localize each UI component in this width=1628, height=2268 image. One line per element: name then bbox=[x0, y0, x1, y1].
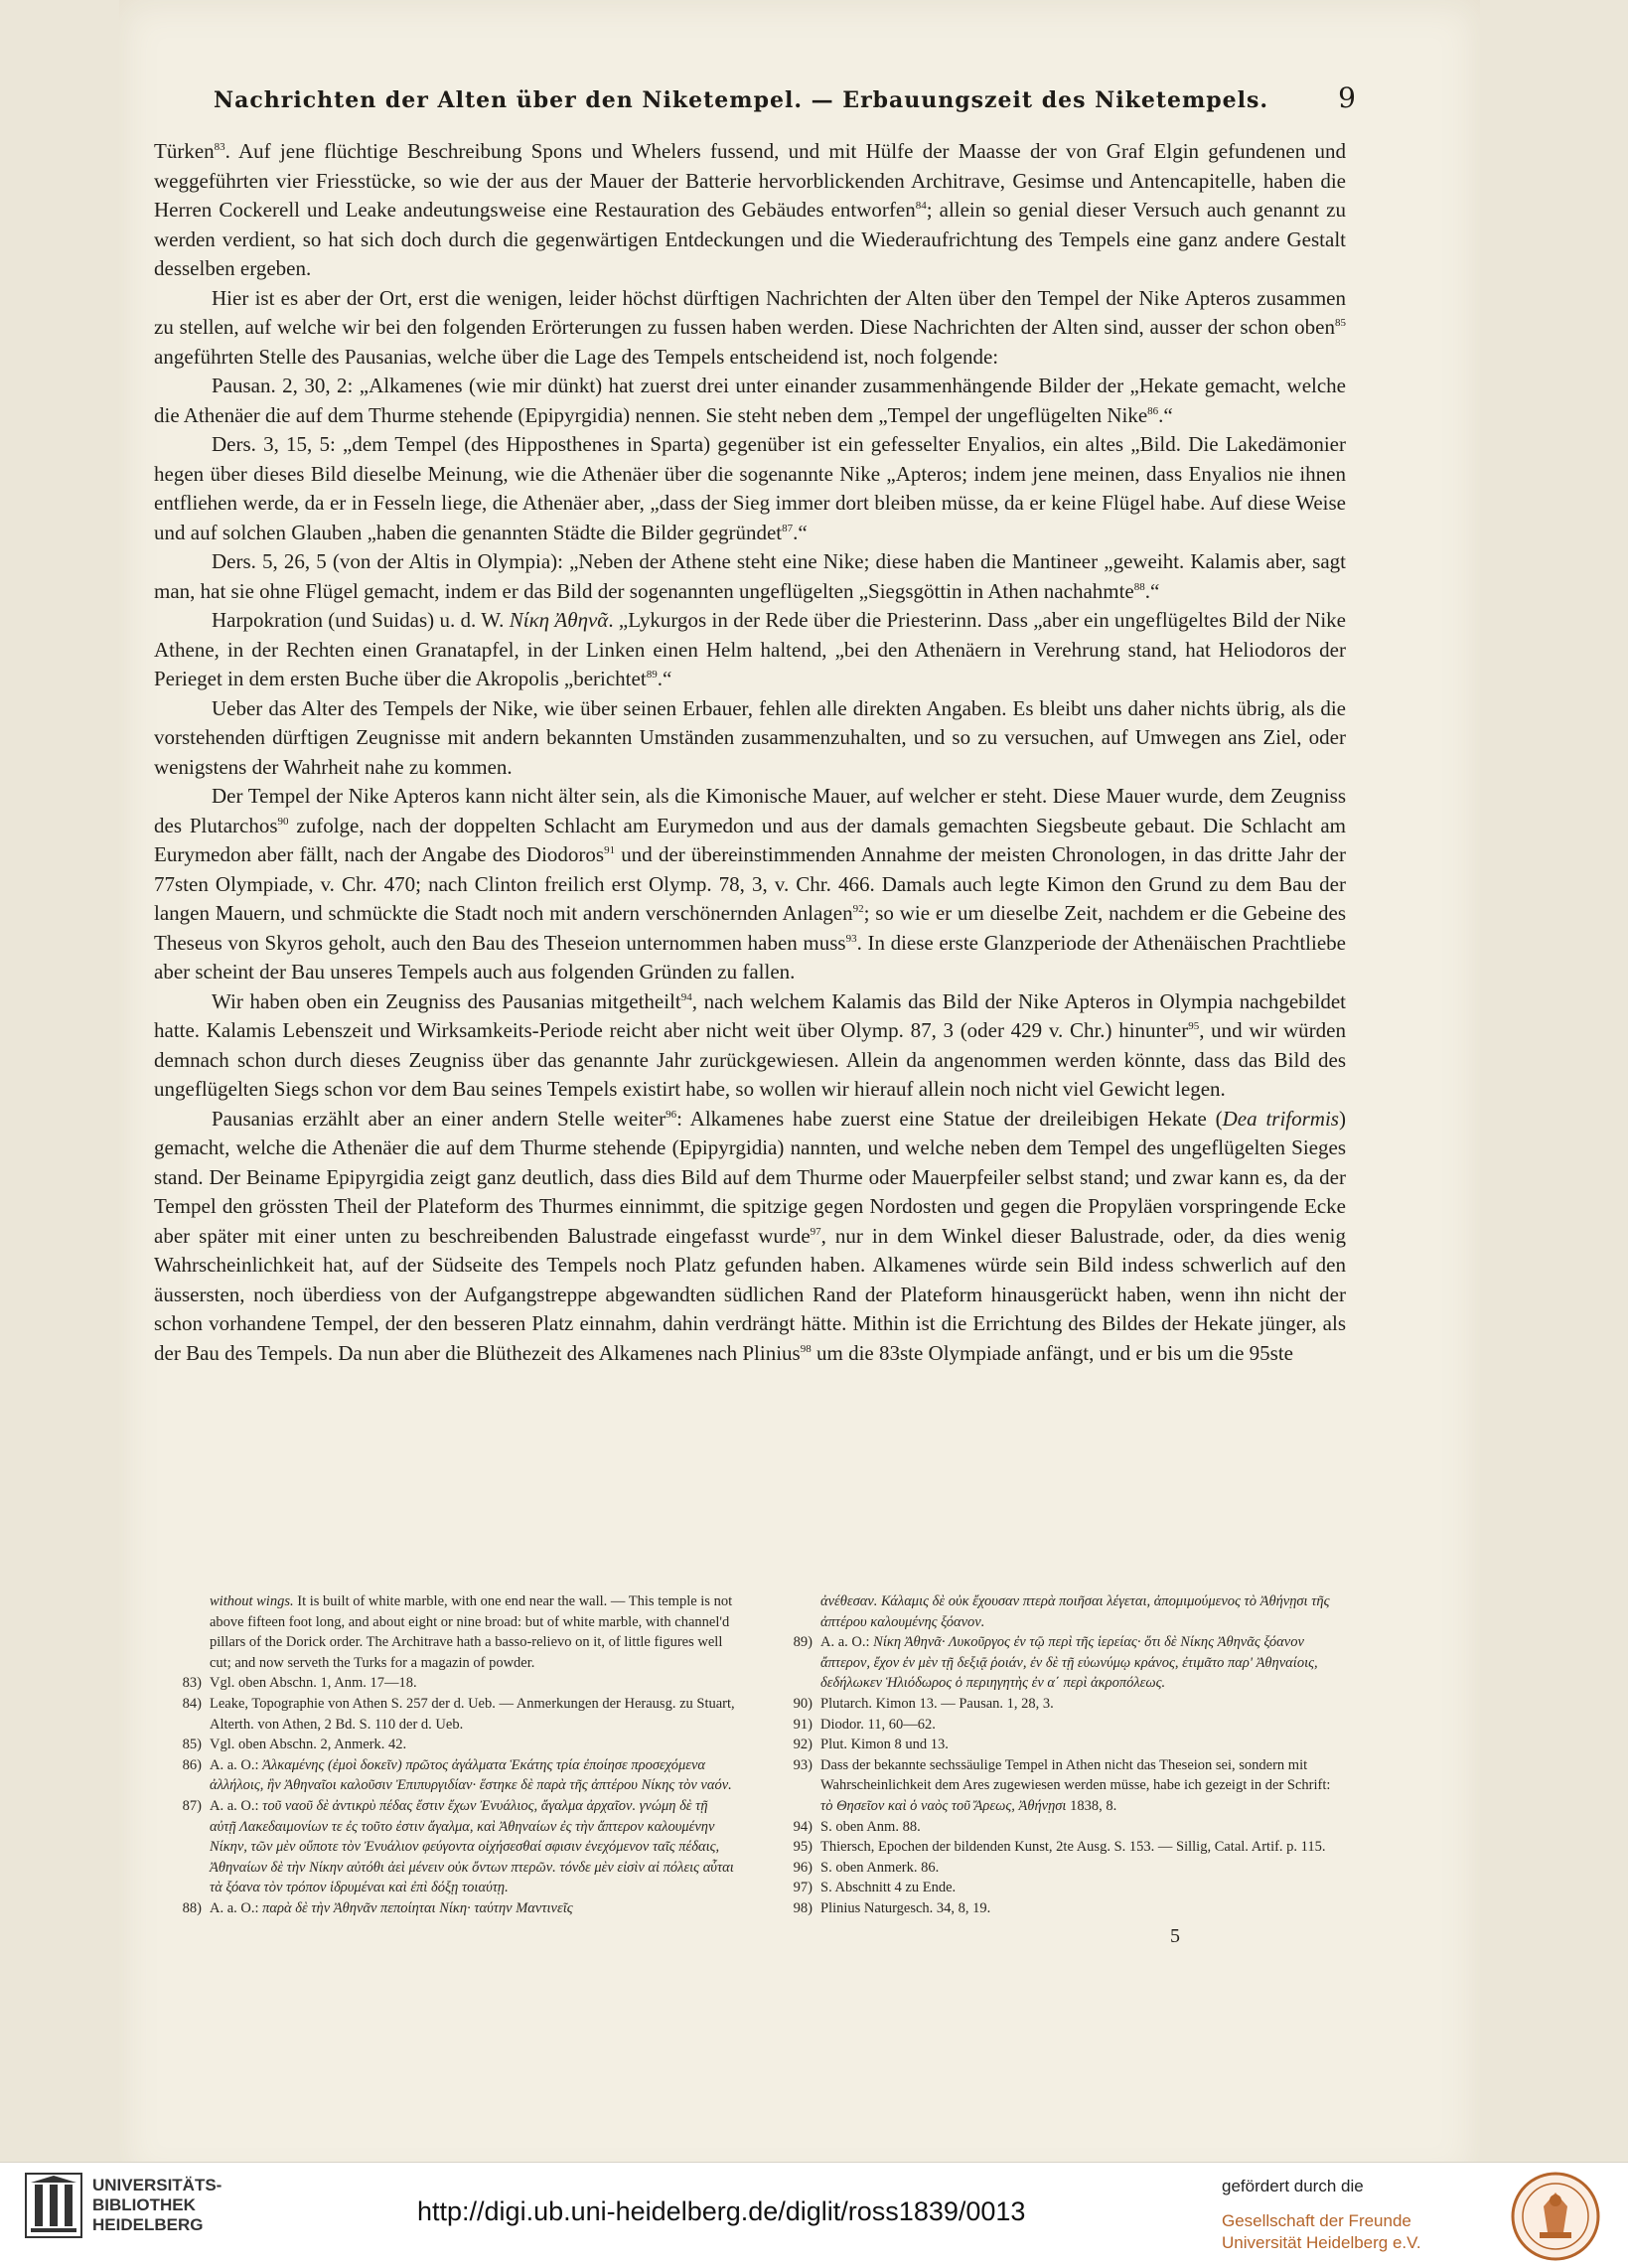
body-paragraph: Hier ist es aber der Ort, erst die wenigen, leider höchst dürftigen Nachrichten der Alten über den Tempel der Nike Apteros zusammen zu stellen, auf welche wir bei den folgenden Erörterungen zu fussen haben werden. Diese Nachrichten der Alten sind, ausser der schon oben$^{85}$ angeführten Stelle des Pausanias, welche über die Lage des Tempels entscheidend ist, noch folgende: bbox=[154, 285, 1346, 369]
footnote bbox=[765, 1632, 1346, 1694]
footnote bbox=[765, 1715, 1346, 1736]
body-paragraph: Ueber das Alter des Tempels der Nike, wie über seinen Erbauer, fehlen alle direkten Angaben. Es bleibt uns daher nichts übrig, als die vorstehenden dürftigen Zeugnisse mit andern bekannten Umständen zusammenzuhalten, und so zu versuchen, auf Umwegen ans Ziel, oder wenigstens der Wahrheit nahe zu kommen. bbox=[154, 695, 1346, 779]
body-paragraph: Der Tempel der Nike Apteros kann nicht älter sein, als die Kimonische Mauer, auf welcher er steht. Diese Mauer wurde, dem Zeugniss des Plutarchos$^{90}$ zufolge, nach der doppelten Schlacht am Eurymedon und aus der damals gemachten Siegsbeute gebaut. Die Schlacht am Eurymedon aber fällt, nach der Angabe des Diodoros$^{91}$ und der übereinstimmenden Annahme der meisten Chronologen, in das dritte Jahr der 77sten Olympiade, v. Chr. 470; nach Clinton freilich erst Olymp. 78, 3, v. Chr. 466. Damals auch legte Kimon den Grund zu dem Bau der langen Mauern, und schmückte die Stadt noch mit andern verschönernden Anlagen$^{92}$; so wie er um dieselbe Zeit, nachdem er die Gebeine des Theseus von Skyros geholt, auch den Bau des Theseion unternommen haben muss$^{93}$. In diese erste Glanzperiode der Athenäischen Prachtliebe aber scheint der Bau unseres Tempels auch aus folgenden Gründen zu fallen. bbox=[154, 784, 1347, 983]
library-name-line: HEIDELBERG bbox=[92, 2215, 204, 2234]
footnote bbox=[154, 1673, 735, 1694]
footnote bbox=[765, 1878, 1346, 1898]
footnotes-right-column bbox=[765, 1591, 1346, 1919]
permalink-url[interactable]: http://digi.ub.uni-heidelberg.de/diglit/ross1839/0013 bbox=[417, 2196, 1026, 2226]
footnote-number: 95) bbox=[793, 1839, 813, 1856]
footnote-text: Vgl. oben Abschn. 1, Anm. 17—18. bbox=[210, 1675, 417, 1692]
header-title: Nachrichten der Alten über den Niketempel. — Erbauungszeit des Niketempels. bbox=[214, 87, 1269, 113]
footnote-text: Plut. Kimon 8 und 13. bbox=[820, 1737, 949, 1753]
footnote-number: 94) bbox=[793, 1818, 813, 1835]
footnote: ἀνέθεσαν. Κάλαμις δὲ οὐκ ἔχουσαν πτερὰ ποιῆσαι λέγεται, ἀπομιμούμενος τὸ Ἀθήνῃσι τῆς ἀπτέρου καλουμένης ξόανον. bbox=[820, 1593, 1330, 1630]
footnote bbox=[765, 1735, 1346, 1755]
body-paragraph: Türken$^{83}$. Auf jene flüchtige Beschreibung Spons und Whelers fussend, und mit Hülfe der Maasse der von Graf Elgin gefundenen und weggeführten vier Friesstücke, so wie der aus der Mauer der Batterie hervorblickenden Architrave, Gesimse und Antencapitelle, haben die Herren Cockerell und Leake andeutungsweise eine Restauration des Gebäudes entworfen$^{84}$; allein so genial dieser Versuch auch genannt zu werden verdient, so hat sich doch durch die gegenwärtigen Entdeckungen und die Wiederaufrichtung des Tempels eine ganz andere Gestalt desselben ergeben. bbox=[154, 139, 1346, 280]
footnote bbox=[154, 1796, 735, 1898]
footnote-number: 97) bbox=[793, 1880, 813, 1896]
body-paragraph: Pausan. 2, 30, 2: „Alkamenes (wie mir dünkt) hat zuerst drei unter einander zusammenhängende Bilder der „Hekate gemacht, welche die Athenäer die auf dem Thurme stehende (Epipyrgidia) nennen. Sie steht neben dem „Tempel der ungeflügelten Nike$^{86}$.“ bbox=[154, 374, 1346, 427]
footnote-number: 91) bbox=[793, 1716, 813, 1733]
footnote-number: 87) bbox=[182, 1797, 202, 1814]
footnote-number: 85) bbox=[182, 1737, 202, 1753]
footnote-text: S. oben Anm. 88. bbox=[820, 1818, 921, 1835]
library-logo[interactable] bbox=[25, 2173, 222, 2238]
society-name[interactable] bbox=[1222, 2210, 1421, 2254]
footnote-text: A. a. O.: Νίκη Ἀθηνᾶ· Λυκοῦργος ἐν τῷ περὶ τῆς ἱερείας· ὅτι δὲ Νίκης Ἀθηνᾶς ξόανον ἄπτερον, ἔχον ἐν μὲν τῇ δεξιᾷ ῥοιάν, ἐν δὲ τῇ εὐωνύμῳ κράνος, ἐτιμᾶτο παρ' Ἀθηναίοις, δεδήλωκεν Ἡλιόδωρος ὁ περιηγητὴς ἐν α΄ περὶ ἀκροπόλεως. bbox=[820, 1634, 1318, 1692]
footnote-text: Thiersch, Epochen der bildenden Kunst, 2te Ausg. S. 153. — Sillig, Catal. Artif. p. 115. bbox=[820, 1839, 1326, 1856]
signature-mark: 5 bbox=[1170, 1925, 1180, 1947]
footnote-text: S. Abschnitt 4 zu Ende. bbox=[820, 1880, 957, 1896]
footnote-number: 96) bbox=[793, 1859, 813, 1876]
footnote-number: 92) bbox=[793, 1737, 813, 1753]
society-name-line: Gesellschaft der Freunde bbox=[1222, 2211, 1411, 2230]
footnotes bbox=[154, 1591, 1346, 1919]
body-paragraph: Harpokration (und Suidas) u. d. W. Νίκη Ἀθηνᾶ. „Lykurgos in der Rede über die Priesterinn. Dass „aber ein ungeflügeltes Bild der Nike Athene, in der Rechten einen Granatapfel, in der Linken einen Helm haltend, „bei den Athenäern in Verehrung stand, hat Heliodoros der Perieget in dem ersten Buche über die Akropolis „berichtet$^{89}$.“ bbox=[154, 608, 1346, 690]
library-emblem-icon bbox=[25, 2173, 82, 2238]
footnote-text: Plinius Naturgesch. 34, 8, 19. bbox=[820, 1899, 991, 1916]
footnote-text: A. a. O.: τοῦ ναοῦ δὲ ἀντικρὺ πέδας ἔστιν ἔχων Ἐνυάλιος, ἄγαλμα ἀρχαῖον. γνώμη δὲ τῇ αὐτῇ Λακεδαιμονίων τε ἐς τοῦτο ἐστιν ἄγαλμα, καὶ Ἀθηναίων ἐς τὴν ἄπτερον καλουμένην Νίκην, τῶν μὲν οὔποτε τὸν Ἐνυάλιον φεύγοντα οἰχήσεσθαί σφισιν ἐνεχόμενον ταῖς πέδαις, Ἀθηναίων δὲ τὴν Νίκην αὐτόθι ἀεὶ μένειν οὐκ ὄντων πτερῶν. τόνδε μὲν εἰσὶν αἱ πόλεις αὗται τὰ ξόανα τὸν τρόπον ἱδρυμέναι καὶ ἐπὶ δόξῃ τοιαύτῃ. bbox=[210, 1797, 734, 1896]
body-paragraph: Ders. 3, 15, 5: „dem Tempel (des Hipposthenes in Sparta) gegenüber ist ein gefesselter Enyalios, ein altes „Bild. Die Lakedämonier hegen über dieses Bild dieselbe Meinung, wie die Athenäer über die sogenannte Nike „Apteros; indem jene meinen, dass Enyalios nie ihnen entfliehen werde, da er in Fesseln liege, die Athenäer aber, „dass der Sieg immer dort bleiben müsse, da er keine Flügel habe. Auf diese Weise und auf solchen Glauben „haben die genannten Städte die Bilder gegründet$^{87}$.“ bbox=[154, 432, 1346, 544]
university-seal-icon bbox=[1510, 2171, 1601, 2262]
footnote-text: Vgl. oben Abschn. 2, Anmerk. 42. bbox=[210, 1737, 407, 1753]
footnote: without wings. It is built of white marble, with one end near the wall. — This temple is not above fifteen foot long, and about eight or nine broad: but of white marble, with channel'd pillars of the Dorick order. The Architrave hath a basso-relievo on it, of little figures well cut; and now serveth the Turks for a magazin of powder. bbox=[210, 1593, 733, 1671]
body-paragraph: Ders. 5, 26, 5 (von der Altis in Olympia): „Neben der Athene steht eine Nike; diese haben die Mantineer „geweiht. Kalamis aber, sagt man, hat sie ohne Flügel gemacht, indem er das Bild der sogenannten ungeflügelten „Siegsgöttin in Athen nachahmte$^{88}$.“ bbox=[154, 549, 1346, 603]
body-paragraph: Wir haben oben ein Zeugniss des Pausanias mitgetheilt$^{94}$, nach welchem Kalamis das Bild der Nike Apteros in Olympia nachgebildet hatte. Kalamis Lebenszeit und Wirksamkeits-Periode reicht aber nicht weit über Olymp. 87, 3 (oder 429 v. Chr.) hinunter$^{95}$, und wir würden demnach schon durch dieses Zeugniss über das genannte Jahr zurückgewiesen. Allein da angenommen werden könnte, dass das Bild des ungeflügelten Siegs schon vor dem Bau seines Tempels existirt habe, so wollen wir hierauf allein noch nicht viel Gewicht legen. bbox=[154, 988, 1346, 1101]
running-header bbox=[214, 81, 1356, 114]
footnote-number: 88) bbox=[182, 1899, 202, 1916]
footnote bbox=[765, 1837, 1346, 1858]
footnote bbox=[765, 1694, 1346, 1715]
library-name bbox=[92, 2176, 222, 2235]
footnote-number: 93) bbox=[793, 1756, 813, 1773]
footnote-text: S. oben Anmerk. 86. bbox=[820, 1859, 940, 1876]
footnote-text: Diodor. 11, 60—62. bbox=[820, 1716, 936, 1733]
body-paragraph: Pausanias erzählt aber an einer andern Stelle weiter$^{96}$: Alkamenes habe zuerst eine Statue der dreileibigen Hekate (Dea triformis) gemacht, welche die Athenäer die auf dem Thurme stehende (Epipyrgidia) nannten, und welche neben dem Tempel des ungeflügelten Sieges stand. Der Beiname Epipyrgidia zeigt ganz deutlich, dass dies Bild auf dem Thurme oder Mauerpfeiler selbst stand; und zwar kann es, da der Tempel den grössten Theil der Plateform des Thurmes einnimmt, die spitzige gegen Nordosten und gegen die Propyläen vorspringende Ecke aber später mit einer unten zu beschreibenden Balustrade eingefasst wurde$^{97}$, nur in dem Winkel dieser Balustrade, oder, da dies wenig Wahrscheinlichkeit hat, auf der Südseite des Tempels noch Platz gefunden haben. Alkamenes würde sein Bild indess schwerlich auf den äussersten, noch überdiess von der Aufgangstreppe abgewandten südlichen Rand der Plateform hinausgerückt haben, wenn ihn nicht der schon vorhandene Tempel, der den besseren Platz einnahm, dahin verdrängt hätte. Mithin ist die Errichtung des Bildes der Hekate jünger, als der Bau des Tempels. Da nun aber die Blüthezeit des Alkamenes nach Plinius$^{98}$ um die 83ste Olympiade anfängt, und er bis um die 95ste bbox=[154, 1106, 1346, 1365]
library-name-line: UNIVERSITÄTS- bbox=[92, 2176, 222, 2194]
footnotes-left-column bbox=[154, 1591, 735, 1919]
footnote-number: 86) bbox=[182, 1756, 202, 1773]
society-name-line: Universität Heidelberg e.V. bbox=[1222, 2233, 1421, 2252]
footnote-number: 98) bbox=[793, 1899, 813, 1916]
funding-credit bbox=[1222, 2177, 1421, 2254]
footnote-text: A. a. O.: παρὰ δὲ τὴν Ἀθηνᾶν πεποίηται Νίκη· ταύτην Μαντινεῖς bbox=[210, 1899, 573, 1916]
footnote bbox=[765, 1755, 1346, 1817]
page-number: 9 bbox=[1338, 81, 1356, 114]
footnote-number: 90) bbox=[793, 1695, 813, 1712]
footnote bbox=[765, 1817, 1346, 1838]
footnote-number: 84) bbox=[182, 1695, 202, 1712]
footnote-text: A. a. O.: Ἀλκαμένης (ἐμοὶ δοκεῖν) πρῶτος ἀγάλματα Ἑκάτης τρία ἐποίησε προσεχόμενα ἀλλήλοις, ἣν Ἀθηναῖοι καλοῦσιν Ἐπιπυργιδίαν· ἕστηκε δὲ παρὰ τῆς ἀπτέρου Νίκης τὸν ναόν. bbox=[210, 1756, 732, 1794]
library-name-line: BIBLIOTHEK bbox=[92, 2195, 196, 2214]
footnote-text: Plutarch. Kimon 13. — Pausan. 1, 28, 3. bbox=[820, 1695, 1054, 1712]
footnote bbox=[154, 1735, 735, 1755]
footnote-text: Leake, Topographie von Athen S. 257 der d. Ueb. — Anmerkungen der Herausg. zu Stuart, Alterth. von Athen, 2 Bd. S. 110 der d. Ueb. bbox=[210, 1695, 735, 1733]
footnote bbox=[154, 1755, 735, 1796]
main-text-body bbox=[154, 137, 1346, 1368]
footnote-number: 83) bbox=[182, 1675, 202, 1692]
footnote bbox=[154, 1694, 735, 1735]
footnote-number: 89) bbox=[793, 1634, 813, 1651]
footnote bbox=[154, 1898, 735, 1919]
footnote-text: Dass der bekannte sechssäulige Tempel in Athen nicht das Theseion sei, sondern mit Wahrscheinlichkeit dem Ares zugewiesen werden müsse, habe ich gezeigt in der Schrift: τὸ Θησεῖον καὶ ὁ ναὸς τοῦ Ἄρεως, Ἀθήνῃσι 1838, 8. bbox=[820, 1756, 1331, 1814]
footer-bar bbox=[0, 2162, 1628, 2268]
footnote bbox=[765, 1898, 1346, 1919]
funded-by-label: gefördert durch die bbox=[1222, 2177, 1364, 2195]
footnote bbox=[765, 1858, 1346, 1879]
